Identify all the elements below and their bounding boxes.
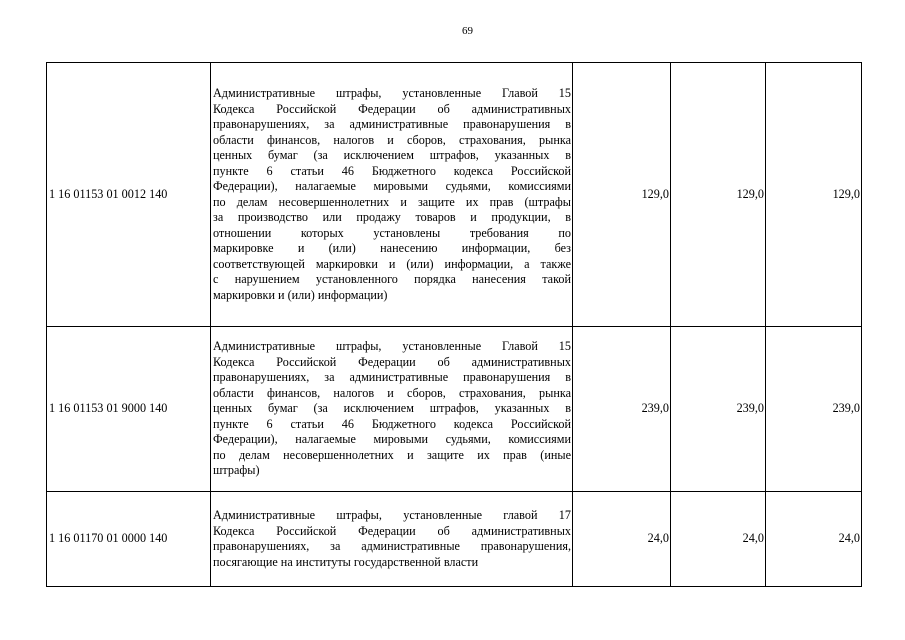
description-line: Кодекса Российской Федерации об административных bbox=[213, 354, 571, 369]
budget-classification-code: 1 16 01170 01 0000 140 bbox=[47, 492, 211, 587]
description-line: ценных бумаг (за исключением штрафов, указанных в bbox=[213, 401, 571, 416]
description-line: по делам несовершеннолетних и защите их прав (иные bbox=[213, 447, 571, 462]
revenue-description bbox=[211, 327, 573, 492]
description-line: отношении которых установлены требования по bbox=[213, 225, 571, 240]
description-line: правонарушениях, за административные правонарушения, bbox=[213, 539, 571, 553]
revenue-description bbox=[211, 492, 573, 587]
description-line: Федерации), налагаемые мировыми судьями, комиссиями bbox=[213, 432, 571, 447]
table-row bbox=[47, 492, 862, 587]
page-number: 69 bbox=[462, 25, 473, 37]
budget-classification-code: 1 16 01153 01 0012 140 bbox=[47, 63, 211, 327]
description-line: маркировки и (или) информации) bbox=[213, 287, 388, 302]
description-line: Административные штрафы, установленные Главой 15 bbox=[213, 339, 571, 354]
description-line: соответствующей маркировки и (или) информации, а также bbox=[213, 256, 571, 271]
description-line: посягающие на институты государственной власти bbox=[213, 554, 479, 569]
amount-cell: 239,0 bbox=[766, 327, 862, 492]
description-line: ценных бумаг (за исключением штрафов, указанных в bbox=[213, 148, 571, 162]
description-line: правонарушениях, за административные правонарушения в bbox=[213, 117, 571, 131]
amount-cell: 239,0 bbox=[671, 327, 766, 492]
budget-revenue-table bbox=[46, 62, 862, 587]
amount-cell: 24,0 bbox=[573, 492, 671, 587]
description-line: Кодекса Российской Федерации об административных bbox=[213, 101, 571, 116]
description-line: Административные штрафы, установленные Главой 15 bbox=[213, 86, 571, 100]
amount-cell: 129,0 bbox=[766, 63, 862, 327]
amount-cell: 24,0 bbox=[766, 492, 862, 587]
description-line: правонарушениях, за административные правонарушения в bbox=[213, 370, 571, 385]
amount-cell: 239,0 bbox=[573, 327, 671, 492]
description-line: области финансов, налогов и сборов, страхования, рынка bbox=[213, 385, 571, 400]
description-line: за производство или продажу товаров и продукции, в bbox=[213, 210, 571, 224]
table-row bbox=[47, 63, 862, 327]
table-row bbox=[47, 327, 862, 492]
description-line: Федерации), налагаемые мировыми судьями, комиссиями bbox=[213, 179, 571, 193]
description-line: пункте 6 статьи 46 Бюджетного кодекса Российской bbox=[213, 416, 571, 431]
description-line: Кодекса Российской Федерации об административных bbox=[213, 523, 571, 538]
amount-cell: 129,0 bbox=[573, 63, 671, 327]
description-line: области финансов, налогов и сборов, страхования, рынка bbox=[213, 132, 571, 147]
description-line: маркировке и (или) нанесению информации, без bbox=[213, 241, 571, 255]
description-line: с нарушением установленного порядка нанесения такой bbox=[213, 272, 571, 286]
description-line: пункте 6 статьи 46 Бюджетного кодекса Российской bbox=[213, 163, 571, 178]
description-line: Административные штрафы, установленные главой 17 bbox=[213, 508, 571, 522]
budget-classification-code: 1 16 01153 01 9000 140 bbox=[47, 327, 211, 492]
amount-cell: 129,0 bbox=[671, 63, 766, 327]
description-line: штрафы) bbox=[213, 463, 260, 478]
description-line: по делам несовершеннолетних и защите их прав (штрафы bbox=[213, 194, 571, 209]
revenue-description bbox=[211, 63, 573, 327]
amount-cell: 24,0 bbox=[671, 492, 766, 587]
